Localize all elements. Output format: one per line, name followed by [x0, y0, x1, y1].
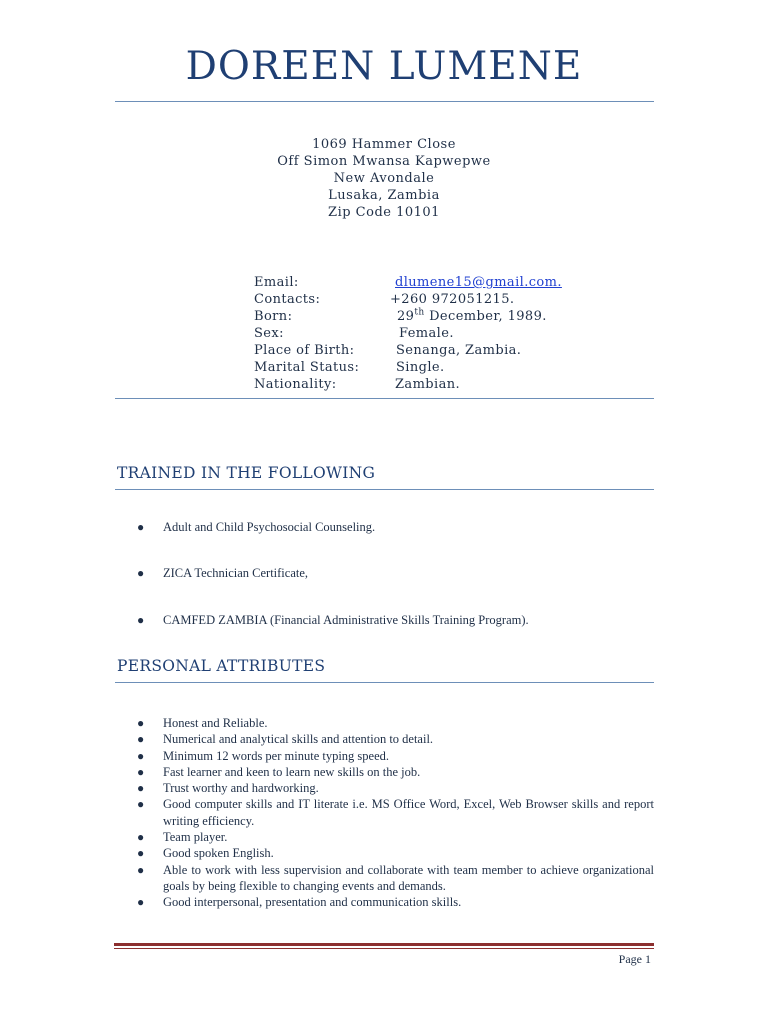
- list-item-text: Trust worthy and hardworking.: [163, 781, 319, 796]
- training-heading: TRAINED IN THE FOLLOWING: [117, 464, 376, 482]
- list-item: [117, 731, 654, 747]
- address-line: New Avondale: [333, 171, 435, 186]
- bullet-icon: ●: [137, 797, 145, 812]
- list-item-text: Fast learner and keen to learn new skills on the job.: [163, 764, 421, 779]
- list-item: [117, 764, 654, 780]
- address-line: Zip Code 10101: [328, 205, 440, 220]
- list-item-text: Good spoken English.: [163, 846, 274, 861]
- list-item: [117, 796, 654, 829]
- list-item: [117, 715, 654, 731]
- list-item: [117, 894, 654, 910]
- born-day: 29: [397, 309, 415, 324]
- list-item: [117, 748, 654, 764]
- sex-label: Sex:: [254, 326, 284, 341]
- list-item-text: Good computer skills and IT literate i.e. MS Office Word, Excel, Web Browser skills and report writing efficiency.: [163, 797, 654, 828]
- bullet-icon: ●: [137, 566, 145, 581]
- bullet-icon: ●: [137, 716, 145, 730]
- list-item: [117, 845, 654, 861]
- list-item-text: Minimum 12 words per minute typing speed.: [163, 748, 390, 763]
- list-item-text: Numerical and analytical skills and attention to detail.: [163, 732, 434, 747]
- address-line: Lusaka, Zambia: [328, 188, 440, 203]
- email-link[interactable]: dlumene15@gmail.com.: [395, 275, 562, 290]
- training-divider: [115, 489, 654, 490]
- bullet-icon: ●: [137, 612, 145, 627]
- born-suffix: th: [414, 307, 425, 318]
- bullet-icon: ●: [137, 862, 145, 877]
- list-item-text: CAMFED ZAMBIA (Financial Administrative Skills Training Program).: [163, 612, 529, 627]
- list-item-text: Able to work with less supervision and collaborate with team member to achieve organizational goals by being flexible to changing events and demands.: [163, 862, 654, 893]
- nationality-value: Zambian.: [395, 377, 461, 392]
- bullet-icon: ●: [137, 520, 145, 534]
- contacts-label: Contacts:: [254, 292, 321, 307]
- title-divider: [115, 101, 654, 102]
- list-item: [117, 612, 654, 628]
- bullet-icon: ●: [137, 846, 145, 861]
- address-line: Off Simon Mwansa Kapwepwe: [277, 154, 491, 169]
- list-item: [117, 829, 654, 845]
- list-item-text: Honest and Reliable.: [163, 716, 268, 730]
- list-item-text: Team player.: [163, 830, 228, 845]
- sex-value: Female.: [399, 326, 454, 341]
- bullet-icon: ●: [137, 748, 145, 763]
- list-item-text: ZICA Technician Certificate,: [163, 566, 309, 581]
- bullet-icon: ●: [137, 830, 145, 845]
- list-item: [117, 780, 654, 796]
- born-label: Born:: [254, 309, 293, 324]
- list-item: [117, 565, 654, 581]
- footer-rule-thin: [114, 948, 654, 949]
- footer-rule-thick: [114, 943, 654, 946]
- address-block: [0, 136, 768, 221]
- birthplace-value: Senanga, Zambia.: [396, 343, 522, 358]
- details-divider: [115, 398, 654, 399]
- bullet-icon: ●: [137, 764, 145, 779]
- bullet-icon: ●: [137, 732, 145, 747]
- attributes-heading: PERSONAL ATTRIBUTES: [117, 657, 326, 675]
- list-item-text: Good interpersonal, presentation and communication skills.: [163, 895, 462, 910]
- address-line: 1069 Hammer Close: [312, 137, 456, 152]
- bullet-icon: ●: [137, 895, 145, 910]
- email-label: Email:: [254, 275, 299, 290]
- contacts-value: +260 972051215.: [390, 292, 515, 307]
- list-item-text: Adult and Child Psychosocial Counseling.: [163, 520, 376, 534]
- born-value: [397, 308, 547, 325]
- page-title: DOREEN LUMENE: [185, 44, 583, 89]
- list-item: [117, 519, 654, 535]
- list-item: [117, 862, 654, 895]
- nationality-label: Nationality:: [254, 377, 337, 392]
- born-rest: December, 1989.: [424, 309, 547, 324]
- training-list: [117, 519, 654, 658]
- marital-label: Marital Status:: [254, 360, 360, 375]
- page-number: Page 1: [618, 952, 651, 966]
- attributes-divider: [115, 682, 654, 683]
- attributes-list: [117, 715, 654, 911]
- bullet-icon: ●: [137, 781, 145, 796]
- birthplace-label: Place of Birth:: [254, 343, 355, 358]
- marital-value: Single.: [396, 360, 445, 375]
